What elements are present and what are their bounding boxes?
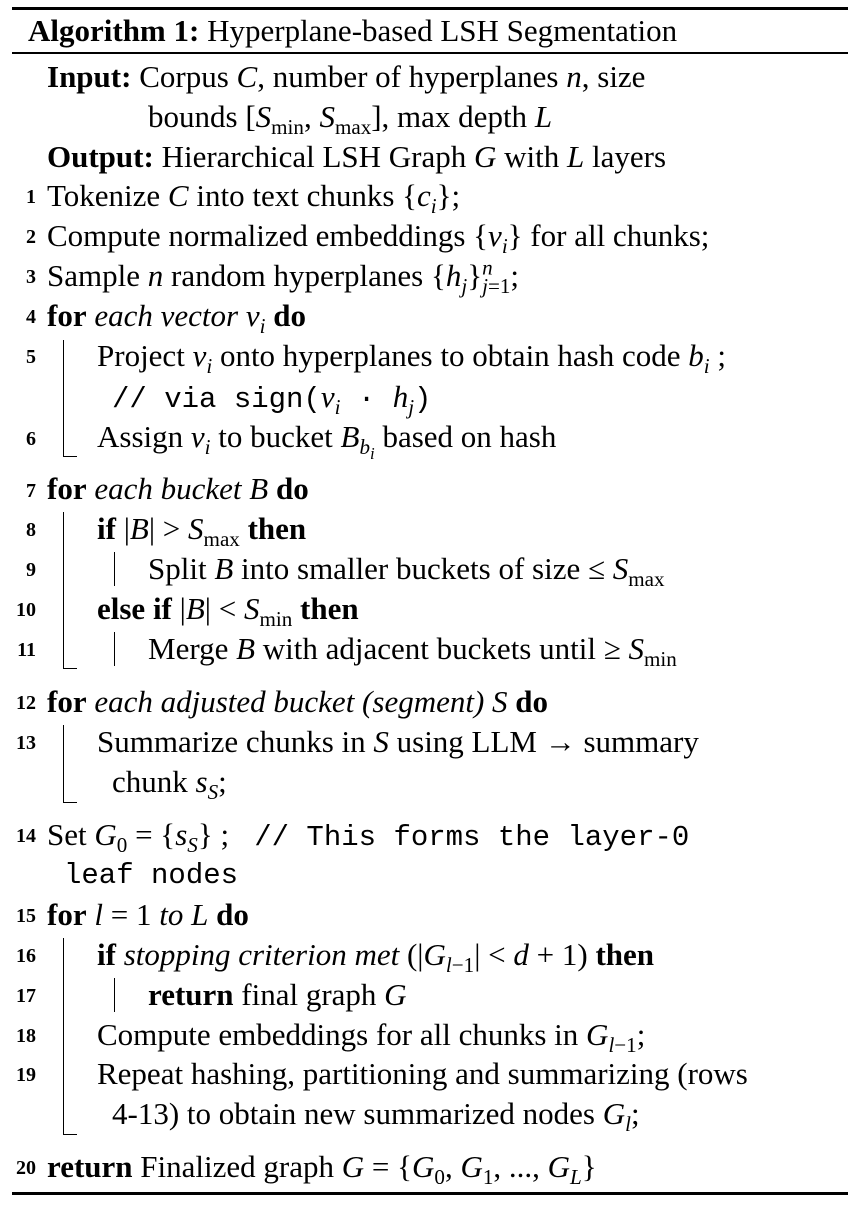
input-label: Input: bbox=[47, 59, 132, 94]
algorithm-line-8: if $|B| > S_{max}$ then bbox=[97, 511, 307, 552]
algorithm-line-3: Sample n random hyperplanes $\{h_j\}^n_{j=1}$; bbox=[47, 255, 520, 299]
block-bar bbox=[114, 632, 115, 666]
block-bar bbox=[63, 512, 64, 668]
line-number: 12 bbox=[16, 692, 36, 714]
algorithm-label: Algorithm 1: bbox=[28, 13, 200, 48]
algorithm-line-13-cont: chunk $s_S$; bbox=[112, 764, 227, 805]
algorithm-line-14: Set $G_0 = \{s_S\}$ ; // This forms the layer-0 bbox=[47, 817, 690, 858]
block-bar bbox=[114, 978, 115, 1012]
block-end bbox=[63, 456, 77, 457]
algorithm-line-19: Repeat hashing, partitioning and summarizing (rows bbox=[97, 1056, 748, 1091]
input-line-1: Input: Corpus C, number of hyperplanes n, size bbox=[47, 59, 646, 94]
line-number: 2 bbox=[26, 226, 36, 248]
block-end bbox=[63, 1134, 77, 1135]
algorithm-line-10: else if $|B| < S_{min}$ then bbox=[97, 591, 359, 632]
line-number: 11 bbox=[17, 639, 36, 661]
line-number: 10 bbox=[16, 599, 36, 621]
line-number: 7 bbox=[26, 480, 36, 502]
line-number: 9 bbox=[26, 559, 36, 581]
algorithm-line-6: Assign $v_i$ to bucket $B_{b_i}$ based on hash bbox=[97, 419, 557, 464]
line-number: 16 bbox=[16, 945, 36, 967]
algorithm-line-13: Summarize chunks in S using LLM → summary bbox=[97, 724, 699, 759]
block-bar bbox=[63, 340, 64, 456]
line-number: 17 bbox=[16, 985, 36, 1007]
line-number: 19 bbox=[16, 1064, 36, 1086]
algorithm-title bbox=[28, 11, 677, 51]
line-number: 13 bbox=[16, 732, 36, 754]
algorithm-line-1: Tokenize C into text chunks $\{c_i\}$; bbox=[47, 178, 461, 219]
algorithm-line-15: for l = 1 to L do bbox=[47, 897, 249, 932]
output-line: Output: Hierarchical LSH Graph G with L layers bbox=[47, 139, 667, 174]
algorithm-line-12: for each adjusted bucket (segment) S do bbox=[47, 684, 549, 719]
line-number: 18 bbox=[16, 1025, 36, 1047]
algorithm-line-20: return Finalized graph $G = \{G_0$, $G_1$, ..., $G_L$} bbox=[47, 1149, 597, 1190]
block-end bbox=[63, 668, 77, 669]
line-number: 6 bbox=[26, 428, 36, 450]
algorithm-line-9: Split B into smaller buckets of size ≤ $S_{max}$ bbox=[148, 551, 665, 592]
block-end bbox=[63, 802, 77, 803]
algorithm-line-17: return final graph G bbox=[148, 977, 407, 1012]
algorithm-name: Hyperplane-based LSH Segmentation bbox=[207, 13, 678, 48]
title-rule bbox=[12, 52, 848, 54]
algorithm-line-2: Compute normalized embeddings $\{v_i\}$ for all chunks; bbox=[47, 218, 710, 259]
block-bar bbox=[114, 552, 115, 586]
block-bar bbox=[63, 725, 64, 802]
output-label: Output: bbox=[47, 139, 154, 174]
line-number: 5 bbox=[26, 346, 36, 368]
algorithm-line-7: for each bucket B do bbox=[47, 471, 309, 506]
block-bar bbox=[63, 938, 64, 1134]
line-number: 8 bbox=[26, 519, 36, 541]
algorithm-line-19-cont: 4-13) to obtain new summarized nodes $G_l$; bbox=[112, 1096, 640, 1137]
line-number: 20 bbox=[16, 1157, 36, 1179]
algorithm-line-16: if stopping criterion met $(|G_{l-1}| < d + 1)$ then bbox=[97, 937, 655, 978]
algorithm-line-5: Project $v_i$ onto hyperplanes to obtain hash code $b_i$ ; bbox=[97, 338, 727, 379]
bottom-rule bbox=[12, 1192, 848, 1195]
line-14-comment: // This forms the layer-0 bbox=[236, 821, 690, 854]
line-number: 1 bbox=[26, 186, 36, 208]
algorithm-line-11: Merge B with adjacent buckets until ≥ $S_{min}$ bbox=[148, 631, 677, 672]
line-number: 3 bbox=[26, 266, 36, 288]
input-line-2: bounds [$S_{min}$, $S_{max}$], max depth L bbox=[148, 99, 553, 140]
algorithm-line-18: Compute embeddings for all chunks in $G_{l-1}$; bbox=[97, 1017, 646, 1058]
algorithm-line-5-comment: // via $sign(v_i \cdot h_j)$ bbox=[112, 379, 432, 420]
line-number: 14 bbox=[16, 825, 36, 847]
line-number: 4 bbox=[26, 306, 36, 328]
top-rule bbox=[12, 7, 848, 10]
algorithm-line-14-comment-cont: leaf nodes bbox=[64, 859, 239, 892]
line-number: 15 bbox=[16, 905, 36, 927]
algorithm-line-4: for each vector $v_i$ do bbox=[47, 298, 306, 339]
